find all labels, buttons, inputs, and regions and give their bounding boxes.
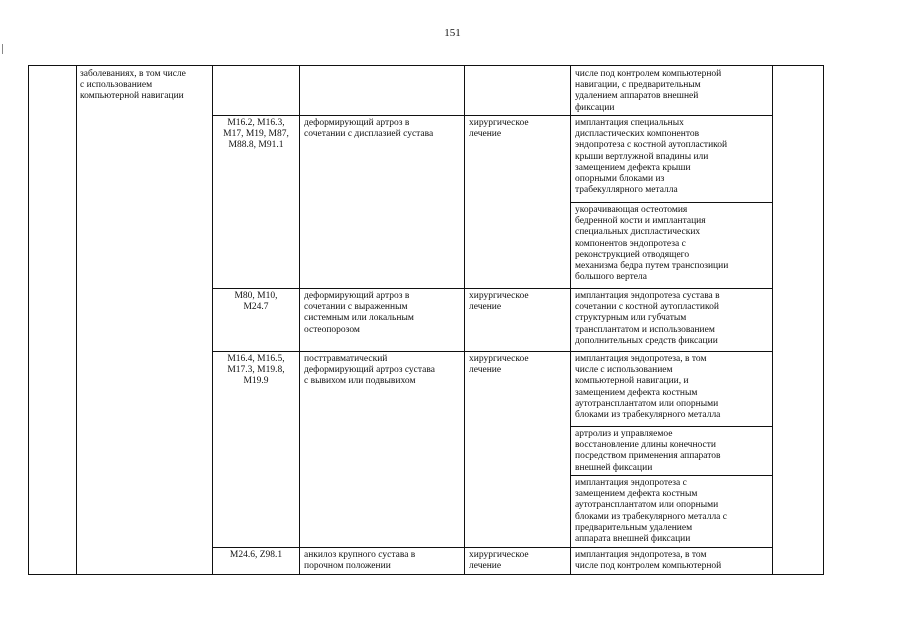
column-divider bbox=[299, 66, 300, 574]
treatment-method: имплантация специальных диспластических компонентов эндопротеза с костной аутопластикой крыши вертлужной впадины или замещением дефекта крыши опорными блоками из трабекуллярного металла bbox=[575, 118, 728, 196]
column-divider bbox=[464, 66, 465, 574]
treatment-method: имплантация эндопротеза, в том числе под контролем компьютерной bbox=[575, 550, 722, 572]
column-divider bbox=[76, 66, 77, 574]
diagnosis-codes: M16.4, M16.5, M17.3, M19.8, M19.9 bbox=[227, 354, 285, 387]
treatment-method: укорачивающая остеотомия бедренной кости и имплантация специальных диспластических компонентов эндопротеза с реконструкцией отводящего механизма бедра путем транспозиции большого вертела bbox=[575, 205, 729, 283]
patient-model: деформирующий артроз в сочетании с дисплазией сустава bbox=[304, 118, 434, 140]
treatment-name-continued: заболеваниях, в том числе с использованием компьютерной навигации bbox=[80, 69, 186, 102]
diagnosis-codes: M24.6, Z98.1 bbox=[229, 550, 283, 560]
treatment-method: артролиз и управляемое восстановление длины конечности посредством применения аппаратов внешней фиксации bbox=[575, 429, 721, 473]
margin-mark bbox=[2, 44, 3, 54]
treatment-method: имплантация эндопротеза, в том числе с использованием компьютерной навигации, и замещением дефекта костным аутотрансплантатом или опорными блоками из трабекулярного металла bbox=[575, 354, 721, 421]
row-divider bbox=[212, 547, 772, 548]
treatment-type: хирургическое лечение bbox=[469, 354, 529, 376]
diagnosis-codes: M16.2, M16.3, M17, M19, M87, M88.8, M91.1 bbox=[223, 118, 289, 151]
treatment-type: хирургическое лечение bbox=[469, 550, 529, 572]
page-number: 151 bbox=[444, 27, 461, 39]
patient-model: анкилоз крупного сустава в порочном положении bbox=[304, 550, 416, 572]
method-divider bbox=[570, 426, 772, 427]
method-divider bbox=[570, 475, 772, 476]
treatment-type: хирургическое лечение bbox=[469, 291, 529, 313]
method-text-continued: числе под контролем компьютерной навигации, с предварительным удалением аппаратов внешней фиксации bbox=[575, 69, 722, 113]
treatment-method: имплантация эндопротеза с замещением дефекта костным аутотрансплантатом или опорными блоками из трабекулярного металла с предварительным удалением аппарата внешней фиксации bbox=[575, 478, 727, 545]
method-divider bbox=[570, 202, 772, 203]
treatment-type: хирургическое лечение bbox=[469, 118, 529, 140]
row-divider bbox=[212, 288, 772, 289]
patient-model: посттравматический деформирующий артроз сустава с вывихом или подвывихом bbox=[304, 354, 435, 387]
diagnosis-codes: M80, M10, M24.7 bbox=[234, 291, 278, 313]
row-divider bbox=[212, 115, 772, 116]
patient-model: деформирующий артроз в сочетании с выраженным системным или локальным остеопорозом bbox=[304, 291, 414, 335]
treatment-method: имплантация эндопротеза сустава в сочетании с костной аутопластикой структурным или губчатым трансплантатом и использованием дополнительных средств фиксации bbox=[575, 291, 720, 346]
row-divider bbox=[212, 351, 772, 352]
procedures-table bbox=[28, 65, 824, 575]
column-divider bbox=[772, 66, 773, 574]
column-divider bbox=[570, 66, 571, 574]
